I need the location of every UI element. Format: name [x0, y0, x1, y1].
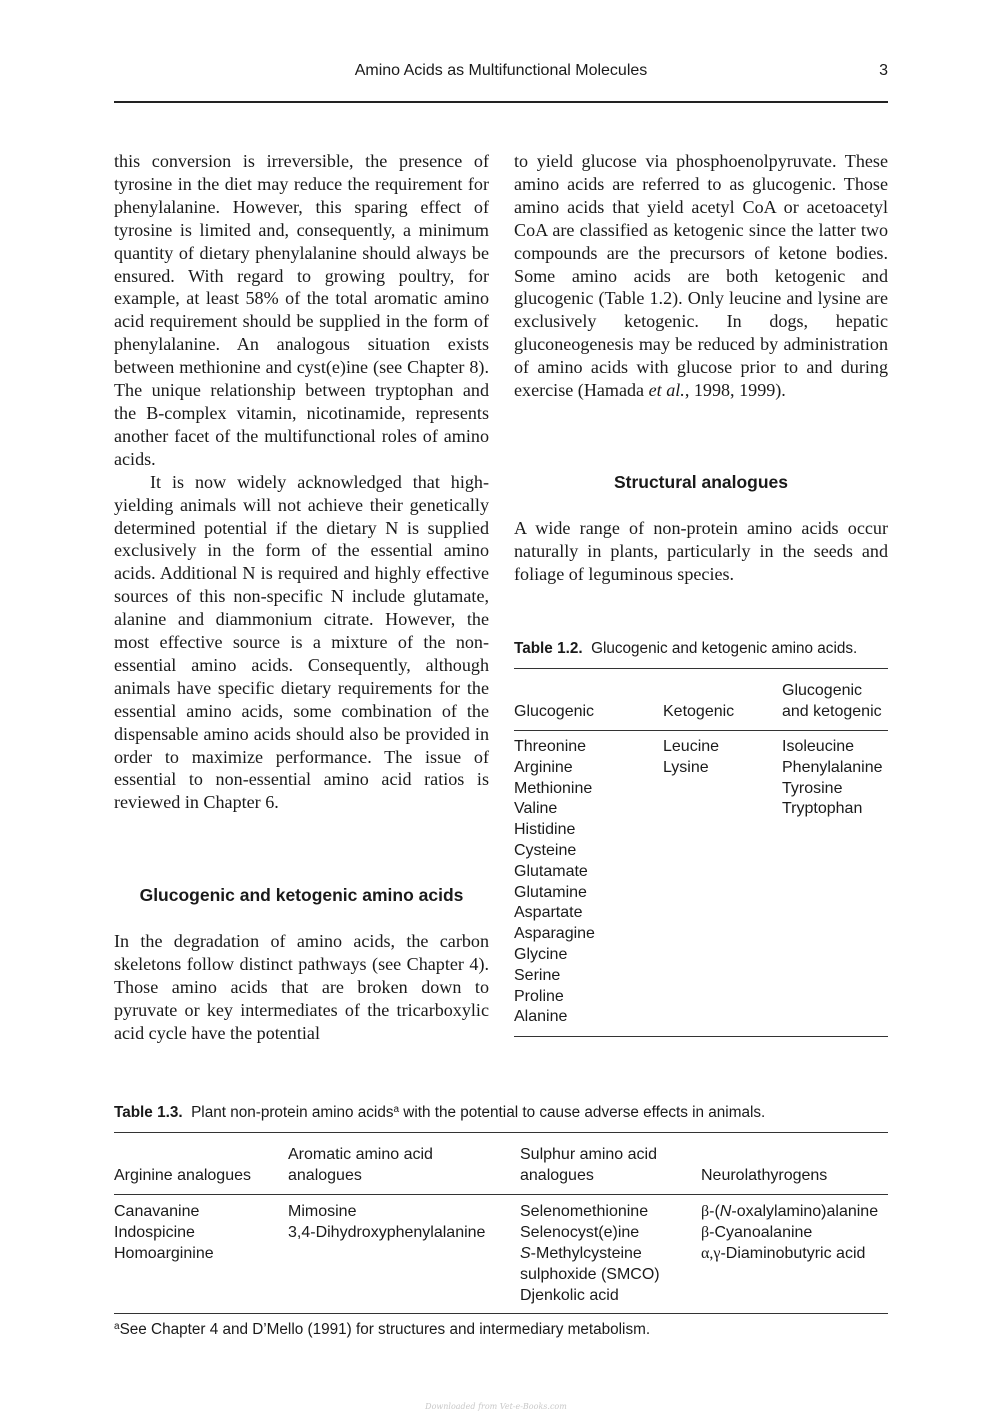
table-1-2-header-glucogenic: Glucogenic — [514, 703, 595, 720]
header-rule — [114, 101, 888, 103]
table-1-3-caption-end: with the potential to cause adverse effects in animals. — [399, 1104, 766, 1121]
left-paragraph-2: It is now widely acknowledged that high-yielding animals will not achieve their genetically determined potential if the dietary N is supplied exclusively in the form of the essential amino acids. Additional N is required and highly effective sources of this non-specific N include glutamate, alanine and diammonium citrate. However, the most effective source is a mixture of the non-essential amino acids. Consequently, although animals have specific dietary requirements for the essential amino acids, some combination of the dispensable amino acids should also be provided in order to maximize performance. The issue of essential to non-essential amino acid ratios is reviewed in Chapter 6. — [114, 471, 489, 813]
table-cell: Homoarginine — [114, 1245, 214, 1262]
cell-part: -( — [709, 1203, 720, 1220]
table-cell: Valine — [514, 800, 558, 818]
table-cell: Tryptophan — [782, 800, 863, 818]
table-cell: 3,4-Dihydroxyphenylalanine — [288, 1224, 486, 1241]
table-cell: Arginine — [514, 758, 573, 776]
table-1-3-label: Table 1.3. — [114, 1104, 183, 1121]
right-paragraph-1-end: , 1998, 1999). — [684, 380, 786, 401]
table-cell: Serine — [514, 966, 561, 984]
table-cell: Proline — [514, 987, 564, 1005]
cell-rest: -Diaminobutyric acid — [720, 1245, 866, 1262]
running-header — [114, 62, 888, 86]
italic-part: N — [719, 1203, 732, 1220]
table-1-3-caption-sup: a — [393, 1104, 400, 1115]
left-paragraph-1: this conversion is irreversible, the presence of tyrosine in the diet may reduce the requirement for phenylalanine. However, this sparing effect of tyrosine is limited and, consequently, a minimum quantity of dietary phenylalanine should always be ensured. With regard to growing poultry, for example, at least 58% of the total aromatic amino acid requirement should be supplied in the form of phenylalanine. An analogous situation exists between methionine and cyst(e)ine (see Chapter 8). The unique relationship between tryptophan and the B-complex vitamin, nicotinamide, represents another facet of the multifunctional roles of amino acids. — [114, 151, 489, 469]
table-cell: Aspartate — [514, 904, 583, 922]
table-cell: Mimosine — [288, 1203, 357, 1220]
table-cell — [520, 1243, 660, 1264]
cell-rest: -Cyanoalanine — [709, 1224, 813, 1241]
table-cell: sulphoxide (SMCO) — [520, 1266, 660, 1283]
cell-rest: -Methylcysteine — [530, 1245, 642, 1262]
table-cell: Glutamine — [514, 883, 587, 901]
table-cell: Cysteine — [514, 841, 577, 859]
greek-prefix: α,γ — [701, 1245, 721, 1262]
cell-rest: -oxalylamino)alanine — [731, 1203, 879, 1220]
table-1-3-header-aromatic-line1: Aromatic amino acid — [288, 1146, 433, 1163]
table-cell: Canavanine — [114, 1203, 200, 1220]
right-paragraph-1-text: to yield glucose via phosphoenolpyruvate. These amino acids are referred to as glucogenic. Those amino acids that yield acetyl CoA or acetoacetyl CoA are classified as ketogenic since the latter two compounds are the precursors of ketone bodies. Some amino acids are both ketogenic and glucogenic (Table 1.2). Only leucine and lysine are exclusively ketogenic. In dogs, hepatic gluconeogenesis may be reduced by administration of amino acids with glucose prior to and during exercise (Hamada — [514, 151, 888, 401]
table-cell: Glutamate — [514, 862, 588, 880]
section-heading-glucogenic: Glucogenic and ketogenic amino acids — [139, 885, 464, 905]
table-cell: Tyrosine — [782, 779, 843, 797]
table-1-2-caption-text: Glucogenic and ketogenic amino acids. — [591, 640, 858, 657]
page-number: 3 — [879, 62, 888, 79]
table-1-3-bottom-rule — [114, 1313, 888, 1314]
table-1-3-caption-text: Plant non-protein amino acids — [191, 1104, 394, 1121]
table-1-2-column-ketogenic — [663, 737, 719, 779]
table-cell — [701, 1222, 878, 1243]
table-1-2-top-rule — [514, 668, 888, 669]
right-column — [514, 150, 888, 402]
table-1-3-header-aromatic — [288, 1144, 433, 1186]
right-paragraph-1 — [514, 150, 888, 402]
table-1-2-header-both-line2: and ketogenic — [782, 703, 882, 720]
table-cell: Glycine — [514, 945, 568, 963]
table-cell: Asparagine — [514, 925, 595, 943]
table-1-3-column-neuro — [701, 1201, 878, 1264]
table-1-2-column-glucogenic — [514, 737, 595, 1028]
table-cell: Alanine — [514, 1008, 568, 1026]
table-1-2-header-both-line1: Glucogenic — [782, 682, 863, 699]
et-al: et al. — [648, 380, 685, 401]
table-cell: Selenocyst(e)ine — [520, 1224, 640, 1241]
table-1-2-column-both — [782, 737, 883, 820]
table-1-3-column-arginine — [114, 1201, 214, 1264]
table-cell: Leucine — [663, 738, 720, 755]
table-1-3-header-sulphur — [520, 1144, 657, 1186]
table-1-3-header-sulphur-line1: Sulphur amino acid — [520, 1146, 657, 1163]
table-1-3-column-sulphur — [520, 1201, 660, 1306]
table-1-2-header-ketogenic: Ketogenic — [663, 703, 735, 720]
table-1-3-footnote — [114, 1321, 650, 1339]
table-1-3-header-neuro: Neurolathyrogens — [701, 1167, 828, 1184]
table-1-3-header-arginine: Arginine analogues — [114, 1167, 251, 1184]
table-cell: Phenylalanine — [782, 758, 883, 776]
table-cell: Threonine — [514, 738, 587, 755]
table-1-3-column-aromatic — [288, 1201, 485, 1243]
right-column-lower — [514, 517, 888, 586]
table-cell: Indospicine — [114, 1224, 195, 1241]
table-1-2-header-rule — [514, 730, 888, 731]
table-cell: Histidine — [514, 821, 576, 839]
table-cell: Selenomethionine — [520, 1203, 649, 1220]
table-cell: Lysine — [663, 758, 709, 776]
footnote-text: See Chapter 4 and D’Mello (1991) for structures and intermediary metabolism. — [119, 1321, 651, 1338]
table-1-3-header-rule — [114, 1194, 888, 1195]
right-paragraph-2: A wide range of non-protein amino acids occur naturally in plants, particularly in the seeds and foliage of leguminous species. — [514, 518, 888, 584]
italic-prefix: S — [520, 1245, 531, 1262]
table-1-2-bottom-rule — [514, 1036, 888, 1037]
left-column-lower — [114, 930, 489, 1045]
table-1-3-header-sulphur-line2: analogues — [520, 1167, 594, 1184]
running-title: Amino Acids as Multifunctional Molecules — [354, 62, 648, 79]
table-cell — [701, 1201, 878, 1222]
table-1-3-caption — [114, 1104, 888, 1122]
table-cell: Isoleucine — [782, 738, 855, 755]
table-cell: Djenkolic acid — [520, 1287, 619, 1304]
greek-prefix: β — [701, 1203, 710, 1220]
greek-prefix: β — [701, 1224, 710, 1241]
footnote-marker: a — [114, 1321, 120, 1332]
table-cell: Methionine — [514, 779, 593, 797]
table-1-2-label: Table 1.2. — [514, 640, 583, 657]
watermark: Downloaded from Vet-e-Books.com — [425, 1402, 567, 1411]
table-1-3-top-rule — [114, 1132, 888, 1133]
section-heading-structural: Structural analogues — [613, 472, 789, 492]
table-1-2-caption — [514, 640, 888, 658]
table-cell — [701, 1243, 878, 1264]
table-1-3-header-aromatic-line2: analogues — [288, 1167, 362, 1184]
left-column — [114, 150, 489, 814]
left-paragraph-3: In the degradation of amino acids, the carbon skeletons follow distinct pathways (see Chapter 4). Those amino acids that are broken down to pyruvate or key intermediates of the tricarboxylic acid cycle have the potential — [114, 931, 489, 1043]
table-1-2-header-both — [782, 680, 882, 722]
